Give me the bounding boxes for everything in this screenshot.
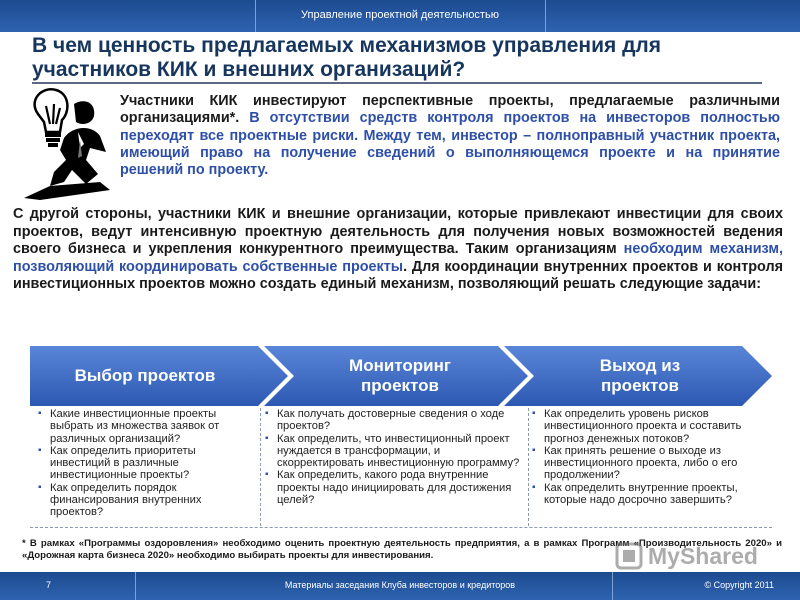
- body-text-end: . Для координации внутренних проектов и контроля инвестиционных проектов можно создать единый механизм, позволяющий решать следующие задачи:: [13, 258, 784, 292]
- body-text: С другой стороны, участники КИК и внешние организации, которые привлекают инвестиции для своих проектов, ведут интенсивную проектную деятельность для получения новых возможностей ведения своего бизнеса и укрепления конкурентного преимущества. Таким организациям: [13, 206, 783, 257]
- lightbulb-businessman-icon: [20, 86, 112, 201]
- intro-highlight: В отсутствии средств контроля проектов на инвесторов полностью переходят все проектные риски. Между тем, инвестор – полноправный участник проекта, имеющий право на получение сведений о выполняющемся проекте и на принятие решений по проекту.: [120, 110, 780, 179]
- footer-bar: [0, 572, 800, 600]
- header-bar: [0, 0, 800, 32]
- header-title: Управление проектной деятельностью: [301, 9, 499, 21]
- body-paragraph: [13, 206, 783, 294]
- question-item: ▪ Как определить, что инвестиционный проект нуждается в трансформации, и скорректировать инвестиционную программу?: [263, 433, 525, 470]
- question-item: ▪ Как получать достоверные сведения о ходе проектов?: [263, 408, 525, 433]
- footnote: * В рамках «Программы оздоровления» необходимо оценить проектную деятельность предприятия, а в рамках Программ «Производительность 2020» и «Дорожная карта бизнеса 2020» необходимо выбирать проекты для инвестирования.: [22, 538, 782, 561]
- question-item: ▪ Как определить порядок финансирования внутренних проектов?: [36, 482, 256, 519]
- intro-paragraph: [120, 93, 780, 179]
- stage-questions-monitoring: [263, 408, 525, 506]
- question-item: ▪ Как определить приоритеты инвестиций в различные инвестиционные проекты?: [36, 445, 256, 482]
- footer-copyright: © Copyright 2011: [704, 580, 774, 590]
- stage-questions-exit: [530, 408, 775, 506]
- stage-title-monitoring: Мониторинг проектов: [349, 356, 451, 395]
- process-chevrons: [30, 346, 772, 406]
- body-highlight: необходим механизм, позволяющий координировать собственные проекты: [13, 241, 783, 275]
- stage-title-exit: Выход из проектов: [599, 356, 681, 395]
- question-item: ▪ Как определить уровень рисков инвестиционного проекта и составить прогноз денежных потоков?: [530, 408, 775, 445]
- question-item: ▪ Как определить внутренние проекты, которые надо досрочно завершить?: [530, 482, 775, 507]
- column-divider: [260, 408, 261, 526]
- intro-text: Участники КИК инвестируют перспективные проекты, предлагаемые различными организациями*.: [120, 93, 780, 127]
- watermark: [614, 541, 764, 571]
- column-divider: [528, 408, 529, 526]
- section-divider: [30, 527, 772, 528]
- title-underline: [32, 82, 762, 84]
- slide-title: В чем ценность предлагаемых механизмов управления для участников КИК и внешних организаций?: [32, 34, 662, 81]
- footer-source: Материалы заседания Клуба инвесторов и кредиторов: [284, 580, 516, 590]
- watermark-text: MyShared: [648, 543, 758, 569]
- question-item: ▪ Как принять решение о выходе из инвестиционного проекта, либо о его продолжении?: [530, 445, 775, 482]
- question-item: ▪ Какие инвестиционные проекты выбрать из множества заявок от различных организаций?: [36, 408, 256, 445]
- stage-title-selection: Выбор проектов: [74, 366, 216, 385]
- question-item: ▪ Как определить, какого рода внутренние проекты надо инициировать для достижения целей?: [263, 469, 525, 506]
- page-number: 7: [46, 580, 52, 590]
- watermark-logo-icon: [614, 541, 644, 571]
- stage-questions-selection: [36, 408, 256, 519]
